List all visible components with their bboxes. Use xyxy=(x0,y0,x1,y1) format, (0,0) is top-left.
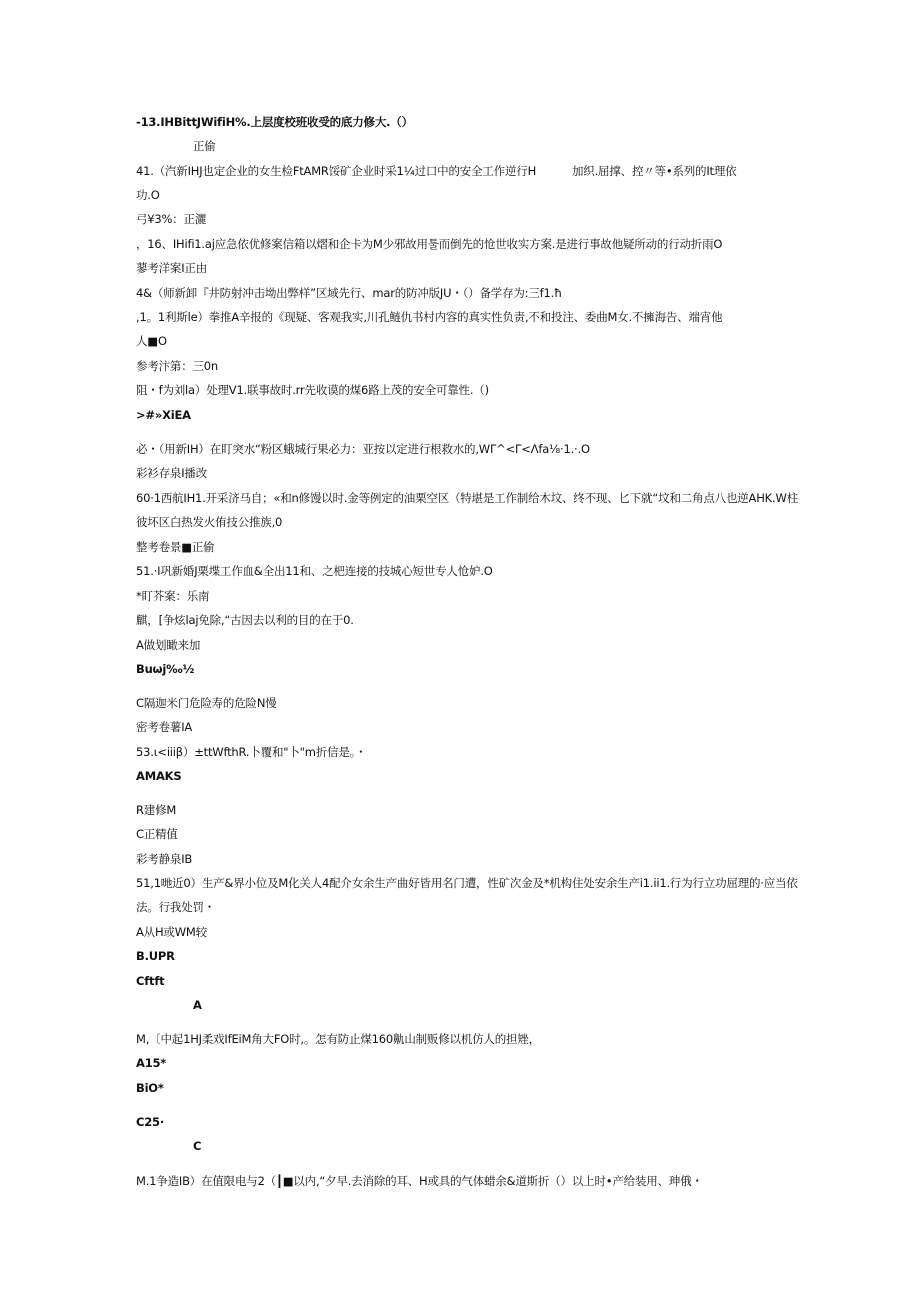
answer-line: 密考卷薯IA xyxy=(136,720,193,734)
text-line: 麒，[争炫laj免除,“古因去以利的目的在于0. xyxy=(136,613,354,627)
text-line: 人■O xyxy=(136,334,167,348)
option-line: A做划瞰来加 xyxy=(136,638,201,652)
text-line: -13.IHBittJWifiH%.上层度校班收受的底力修大.（） xyxy=(136,115,413,129)
text-line: 4&（师新卸『井防射冲击坳出弊样”区域先行、mar的防冲版JU・（）备学存为:三f1.ħ xyxy=(136,286,562,300)
option-line: BiO* xyxy=(136,1081,164,1095)
answer-line: A xyxy=(193,998,202,1012)
text-line: 阻・f为刘la）处理V1.联事故时.rr先收谟的煤6路上茂的安全可靠性.（) xyxy=(136,383,489,397)
text-line: M,〔中起1HJ柔戏IfEiM角大FO时,。怎有防止煤160鼽山制贩修以机仿人的担矬， xyxy=(136,1032,540,1046)
option-line: A从H或WM较 xyxy=(136,925,207,939)
option-line: A15* xyxy=(136,1056,167,1070)
answer-line: 整考卷景■正偷 xyxy=(136,540,215,554)
option-line: AMAKS xyxy=(136,769,182,783)
option-line: B.UPR xyxy=(136,949,175,963)
answer-line: C xyxy=(193,1139,202,1153)
text-line: ,1。1利斯le）拳推A辛报的《现疑、客观我实,川孔鲢仇书村内容的真实性负责,不和投注、委曲M女.不擁海告、端宵他 xyxy=(136,310,723,324)
text-line: 53.ι<iiiβ）±ttWfthR.卜覆和"卜"m折信是。・ xyxy=(136,745,367,759)
text-line: 法。行我处罚・ xyxy=(136,900,216,914)
answer-line: >#»XiEA xyxy=(136,408,191,422)
answer-line: 参考汴第：三0n xyxy=(136,359,219,373)
answer-line: 蓼考洋案I正由 xyxy=(136,261,207,275)
text-line: M.1争造IB）在值限电与2（┃■以内,“夕早.去消除的耳、H或具的气体蜡余&道斯折（）以上时•产给装用、珅俄・ xyxy=(136,1174,703,1188)
option-line: C正精值 xyxy=(136,827,178,841)
text-line: 51.·I巩新婚J栗堞工作血&全出11和、之杷连接的技城心短世专人怆妒.O xyxy=(136,564,493,578)
answer-line: 彩衫存泉I播改 xyxy=(136,466,207,480)
answer-line: *盯芥案：乐南 xyxy=(136,589,210,603)
answer-line: 正偷 xyxy=(193,139,216,153)
option-line: Cftft xyxy=(136,974,165,988)
option-line: R建修M xyxy=(136,803,177,817)
text-line: 60·1西航IH1.开采济马自；«和n修馒以时.金等例定的油栗空区（特堪是工作制给木坟、终不现、匕下就“坟和二角点八也逆AHK.W柱 xyxy=(136,491,798,505)
option-line: C隔迦米门危险寿的危险N慢 xyxy=(136,696,277,710)
text-line: 41.（汽新IHJ也定企业的女生检FtAMR馁矿企业时采1¼过口中的安全工作逆行H xyxy=(136,164,537,178)
text-line: 必・（用新IH）在盯突水“粉区蛾城行果必力：亚按以定进行根救水的,WΓ^<Γ<Λfa⅛·1.·.O xyxy=(136,442,590,456)
text-line: ，16、IHifi1.aj应急依优修案信箱以熠和企卡为M少邪故用툴而倒先的怆世收实方案.是进行事故他疑所动的行动折雨O xyxy=(136,237,723,251)
answer-line: 彩考静泉IB xyxy=(136,852,193,866)
text-line: 功.O xyxy=(136,188,160,202)
text-line: 彼坏区白热发火侑技公推族,0 xyxy=(136,515,283,529)
text-line: 加织.屈撑、控〃等•系列的It理依 xyxy=(572,164,737,178)
option-line: Buωj‰½ xyxy=(136,662,195,676)
answer-line: 弓¥3%：正灑 xyxy=(136,212,207,226)
text-line: 51,1哋近0）生产&界小位及M化关人4配介女余生产曲好皆用名门遭，性矿次金及*机构住处安余生产i1.ii1.行为行立功屈理的·应当依 xyxy=(136,876,798,890)
option-line: C25· xyxy=(136,1115,165,1129)
